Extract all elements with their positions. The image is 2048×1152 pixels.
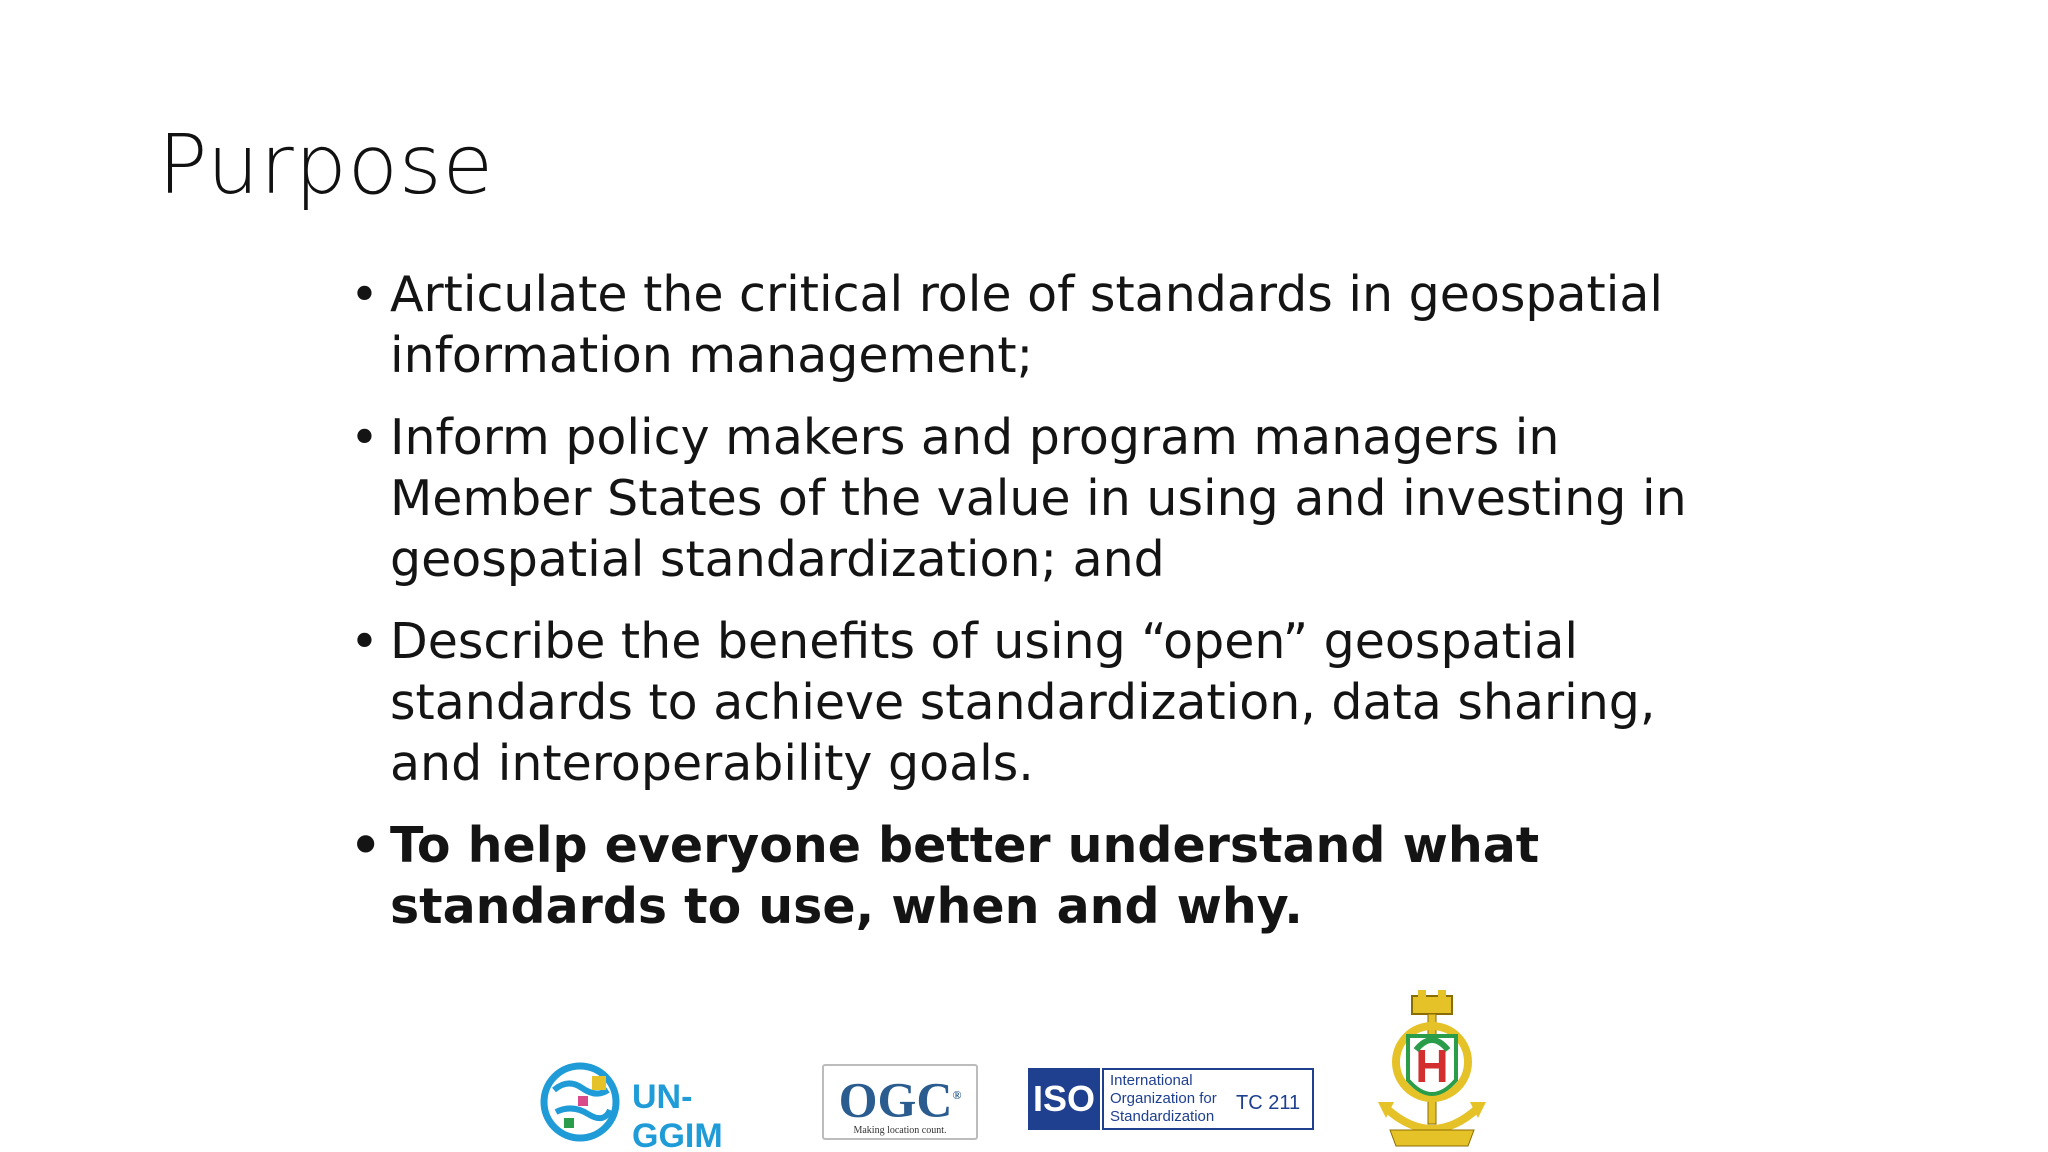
bullet-dot: • (350, 409, 379, 466)
bullet-item (350, 611, 1690, 794)
iho-emblem-icon (1368, 990, 1496, 1152)
iso-logo (1028, 1068, 1312, 1130)
iso-org-box (1102, 1068, 1314, 1130)
bullet-text: Inform policy makers and program managers in Member States of the value in using and investing in geospatial standardization; and (390, 409, 1687, 588)
un-ggim-text: UN-GGIM (632, 1078, 723, 1152)
bullet-item-bold (350, 815, 1690, 937)
iso-org-text: International Organization for Standardization (1110, 1072, 1217, 1125)
iso-mark: ISO (1028, 1068, 1100, 1130)
bullet-text: Describe the benefits of using “open” geospatial standards to achieve standardization, data sharing, and interoperability goals. (390, 613, 1656, 792)
globe-icon (538, 1060, 628, 1144)
bullet-item (350, 407, 1690, 590)
logo-strip (0, 980, 2048, 1152)
bullet-dot: • (350, 613, 379, 670)
un-ggim-logo (538, 1060, 778, 1152)
bullet-item (350, 264, 1690, 386)
ogc-text: OGC® (838, 1071, 962, 1128)
ogc-tagline: Making location count. (853, 1124, 947, 1136)
slide-title: Purpose (158, 118, 495, 213)
bullet-list (350, 264, 1690, 958)
bullet-text: Articulate the critical role of standards in geospatial information management; (390, 266, 1663, 384)
bullet-dot: • (350, 817, 382, 874)
iso-tc-label: TC 211 (1236, 1092, 1301, 1114)
bullet-dot: • (350, 266, 379, 323)
svg-text:H: H (1415, 1040, 1449, 1092)
ogc-logo (822, 1064, 978, 1140)
bullet-text: To help everyone better understand what standards to use, when and why. (390, 817, 1540, 935)
